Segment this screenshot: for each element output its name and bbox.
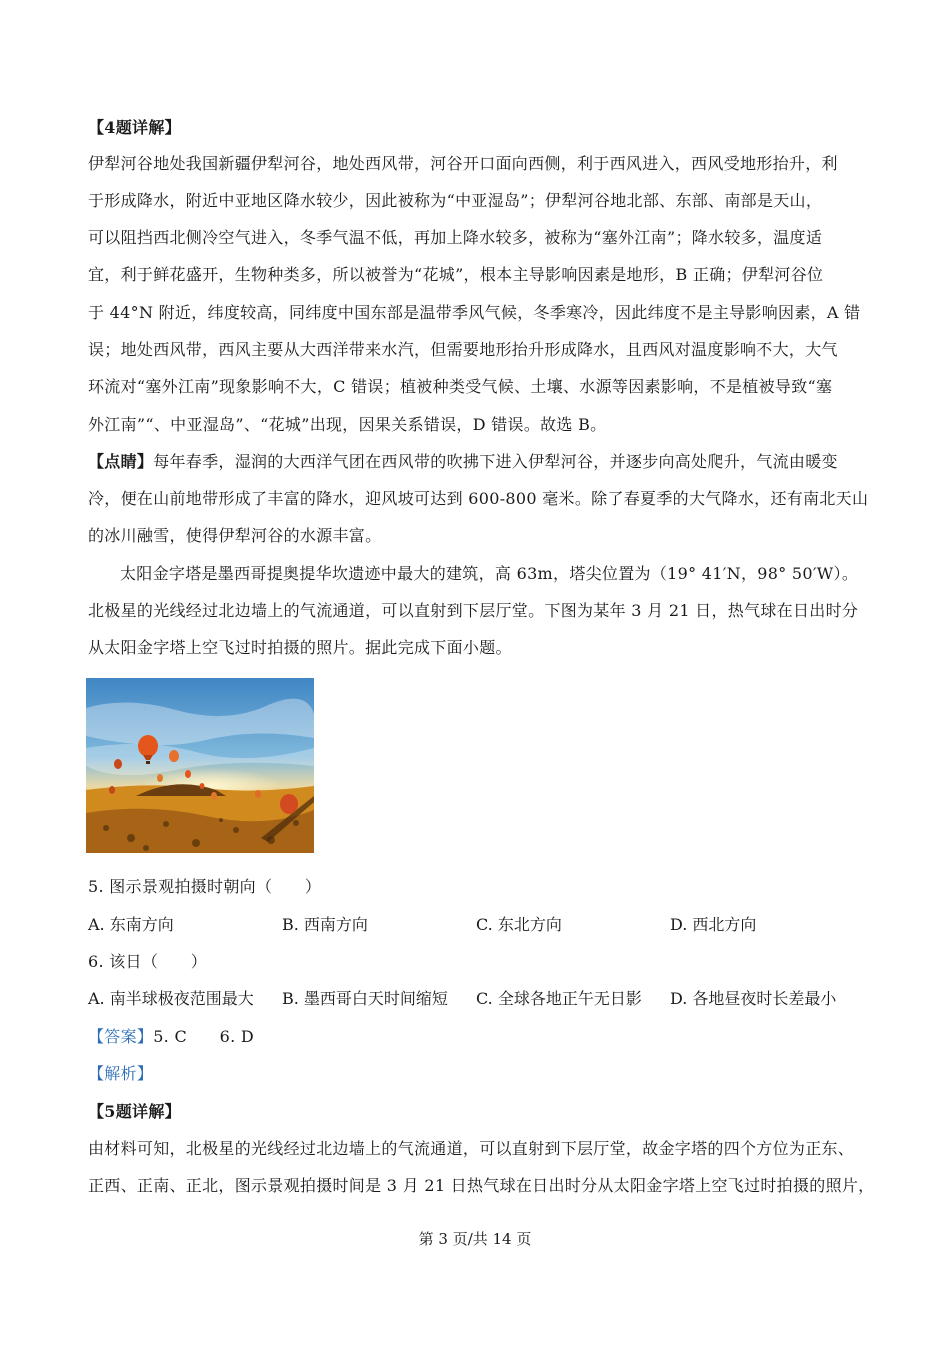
hot-air-balloon-photo — [86, 678, 314, 853]
q4-line-6: 误；地处西风带，西风主要从大西洋带来水汽，但需要地形抬升形成降水，且西风对温度影响不大，大气 — [88, 340, 838, 359]
question-6-option-a[interactable]: A. 南半球极夜范围最大 — [88, 989, 254, 1008]
q4-line-5: 于 44°N 附近，纬度较高，同纬度中国东部是温带季风气候，冬季寒冷，因此纬度不是主导影响因素，A 错 — [88, 303, 861, 322]
page-footer: 第 3 页/共 14 页 — [418, 1230, 532, 1248]
question-5-option-a[interactable]: A. 东南方向 — [88, 915, 174, 934]
dianjing-line-1 — [88, 451, 838, 473]
material-line-1: 太阳金字塔是墨西哥提奥提华坎遗迹中最大的建筑，高 63m，塔尖位置为（19° 41′N，98° 50′W）。 — [120, 564, 859, 583]
q5-line-1: 由材料可知，北极星的光线经过北边墙上的气流通道，可以直射到下层厅堂，故金字塔的四个方位为正东、 — [88, 1139, 855, 1158]
question-5-stem: 5. 图示景观拍摄时朝向（ ） — [88, 877, 322, 896]
question-5-option-b[interactable]: B. 西南方向 — [282, 915, 368, 934]
material-line-2: 北极星的光线经过北边墙上的气流通道，可以直射到下层厅堂。下图为某年 3 月 21 日，热气球在日出时分 — [88, 601, 859, 620]
q4-line-1: 伊犁河谷地处我国新疆伊犁河谷，地处西风带，河谷开口面向西侧，利于西风进入，西风受地形抬升，利 — [88, 154, 838, 173]
question-5-option-c[interactable]: C. 东北方向 — [476, 915, 562, 934]
q4-line-4: 宜，利于鲜花盛开，生物种类多，所以被誉为“花城”，根本主导影响因素是地形，B 正确；伊犁河谷位 — [88, 265, 824, 284]
q4-line-2: 于形成降水，附近中亚地区降水较少，因此被称为“中亚湿岛”；伊犁河谷地北部、东部、南部是天山， — [88, 191, 823, 210]
answer-line — [88, 1026, 254, 1048]
q5-line-2: 正西、正南、正北，图示景观拍摄时间是 3 月 21 日热气球在日出时分从太阳金字塔上空飞过时拍摄的照片， — [88, 1176, 875, 1195]
analysis-tag: 【解析】 — [88, 1064, 154, 1083]
question-6-stem: 6. 该日（ ） — [88, 952, 208, 971]
q4-heading: 【4题详解】 — [88, 118, 181, 137]
q5-heading: 【5题详解】 — [88, 1102, 181, 1121]
question-6-option-d[interactable]: D. 各地昼夜时长差最小 — [670, 989, 837, 1008]
dianjing-text-1: 每年春季，湿润的大西洋气团在西风带的吹拂下进入伊犁河谷，并逐步向高处爬升，气流由暖变 — [153, 452, 838, 471]
question-6-option-b[interactable]: B. 墨西哥白天时间缩短 — [282, 989, 448, 1008]
q4-line-7: 环流对“塞外江南”现象影响不大，C 错误；植被种类受气候、土壤、水源等因素影响，不是植被导致“塞 — [88, 377, 833, 396]
answer-tag: 【答案】 — [88, 1027, 154, 1046]
dianjing-line-2: 冷，便在山前地带形成了丰富的降水，迎风坡可达到 600-800 毫米。除了春夏季的大气降水，还有南北天山 — [88, 489, 869, 508]
answer-text: 5. C 6. D — [153, 1027, 254, 1046]
dianjing-tag: 【点睛】 — [88, 452, 154, 471]
q4-line-8: 外江南”“、中亚湿岛”、“花城”出现，因果关系错误，D 错误。故选 B。 — [88, 415, 607, 434]
q4-line-3: 可以阻挡西北侧冷空气进入，冬季气温不低，再加上降水较多，被称为“塞外江南”；降水较多，温度适 — [88, 228, 823, 247]
dianjing-line-3: 的冰川融雪，使得伊犁河谷的水源丰富。 — [88, 526, 382, 545]
material-line-3: 从太阳金字塔上空飞过时拍摄的照片。据此完成下面小题。 — [88, 638, 512, 657]
question-5-option-d[interactable]: D. 西北方向 — [670, 915, 757, 934]
question-6-option-c[interactable]: C. 全球各地正午无日影 — [476, 989, 642, 1008]
